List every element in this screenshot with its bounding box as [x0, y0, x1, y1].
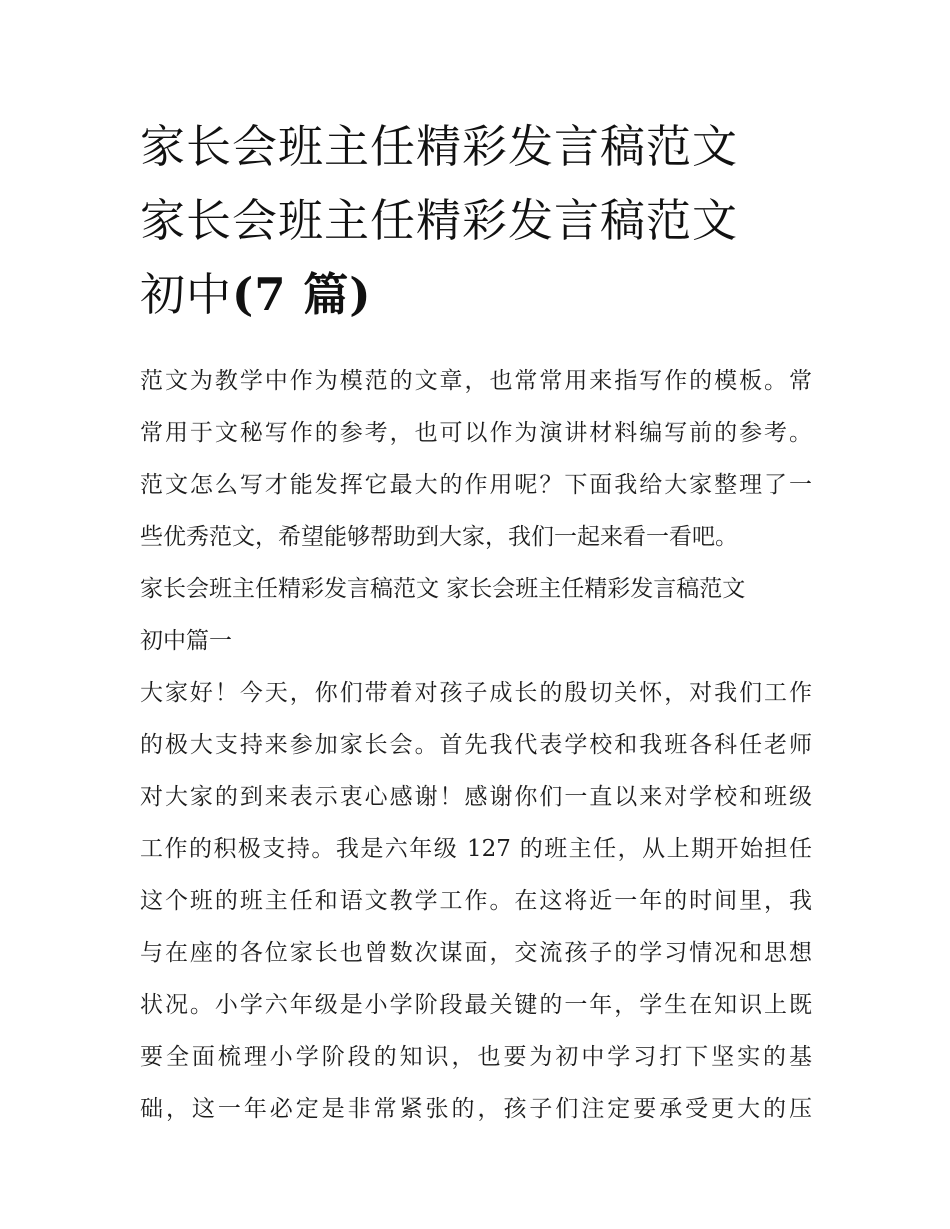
- speech-line: 与在座的各位家长也曾数次谋面，交流孩子的学习情况和思想: [140, 940, 812, 966]
- intro-line: 些优秀范文，希望能够帮助到大家，我们一起来看一看吧。: [140, 524, 738, 550]
- speech-line: 要全面梳理小学阶段的知识，也要为初中学习打下坚实的基: [140, 1044, 812, 1070]
- speech-line: 大家好！今天，你们带着对孩子成长的殷切关怀，对我们工作: [140, 680, 812, 706]
- title-line-3-count: (7 篇): [232, 268, 372, 321]
- title-line-3-prefix: 初中: [140, 268, 233, 321]
- title-line-1: 家长会班主任精彩发言稿范文: [140, 120, 739, 173]
- section-heading-line: 家长会班主任精彩发言稿范文 家长会班主任精彩发言稿范文: [140, 576, 746, 602]
- section-heading-line: 初中篇一: [140, 628, 232, 654]
- document-body: [140, 355, 812, 1135]
- title-line-2: 家长会班主任精彩发言稿范文: [140, 194, 739, 247]
- document-page: [140, 110, 812, 1135]
- speech-line: 工作的积极支持。我是六年级 127 的班主任，从上期开始担任: [140, 836, 812, 862]
- document-title: [140, 110, 812, 332]
- speech-line: 础，这一年必定是非常紧张的，孩子们注定要承受更大的压: [140, 1096, 812, 1122]
- intro-line: 常用于文秘写作的参考，也可以作为演讲材料编写前的参考。: [140, 420, 812, 446]
- intro-paragraph: [140, 355, 812, 563]
- speech-line: 的极大支持来参加家长会。首先我代表学校和我班各科任老师: [140, 732, 812, 758]
- speech-line: 状况。小学六年级是小学阶段最关键的一年，学生在知识上既: [140, 992, 812, 1018]
- title-line-3: [140, 258, 812, 332]
- section-heading: [140, 563, 812, 667]
- speech-line: 这个班的班主任和语文教学工作。在这将近一年的时间里，我: [140, 888, 812, 914]
- speech-line: 对大家的到来表示衷心感谢！感谢你们一直以来对学校和班级: [140, 784, 812, 810]
- intro-line: 范文怎么写才能发挥它最大的作用呢？下面我给大家整理了一: [140, 472, 812, 498]
- intro-line: 范文为教学中作为模范的文章，也常常用来指写作的模板。常: [140, 368, 812, 394]
- speech-paragraph: [140, 667, 812, 1135]
